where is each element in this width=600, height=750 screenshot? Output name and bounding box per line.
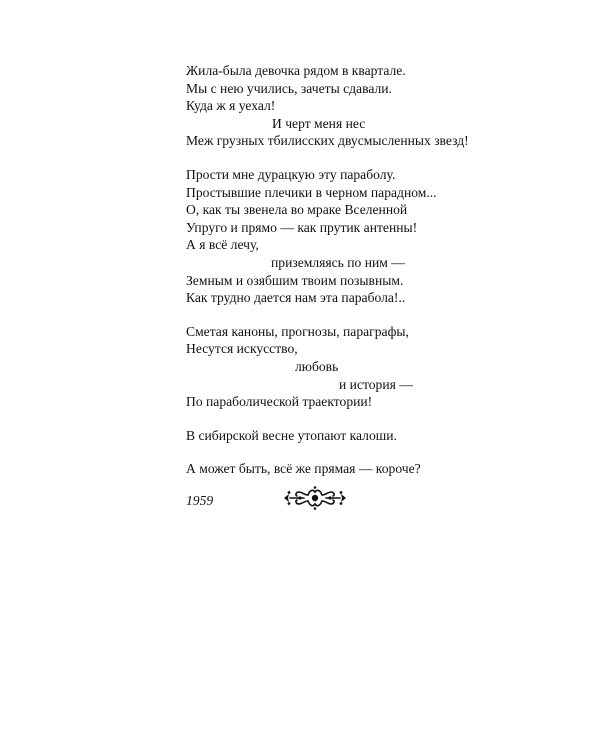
poem-line: Мы с нею учились, зачеты сдавали.	[186, 80, 392, 96]
poem-line: Сметая каноны, прогнозы, параграфы,	[186, 323, 409, 339]
poem-line: Прости мне дурацкую эту параболу.	[186, 166, 396, 182]
poem-line: А я всё лечу,	[186, 237, 259, 253]
poem-line: любовь	[295, 358, 339, 374]
poem-line: Упруго и прямо — как прутик антенны!	[186, 219, 418, 235]
poem-line: Земным и озябшим твоим позывным.	[186, 272, 404, 288]
poem	[186, 62, 506, 509]
poem-line: Несутся искусство,	[186, 341, 298, 357]
poem-date: 1959	[186, 492, 214, 508]
poem-line: Жила-была девочка рядом в квартале.	[186, 63, 406, 78]
poem-line: В сибирской весне утопают калоши.	[186, 427, 397, 443]
poem-line: и история —	[339, 376, 413, 392]
stanza-1	[186, 62, 506, 150]
poem-line: А может быть, всё же прямая — короче?	[186, 461, 421, 477]
poem-line: Как трудно дается нам эта парабола!..	[186, 290, 406, 306]
stanza-2	[186, 166, 506, 307]
poem-line: приземляясь по ним —	[271, 254, 405, 270]
poem-line: Меж грузных тбилисских двусмысленных звезд!	[186, 133, 469, 149]
poem-line: О, как ты звенела во мраке Вселенной	[186, 202, 408, 218]
stanza-3	[186, 323, 506, 411]
poem-line: И черт меня нес	[272, 115, 366, 131]
stanza-4	[186, 427, 506, 445]
poem-line: По параболической траектории!	[186, 394, 373, 410]
poem-line: Простывшие плечики в черном парадном...	[186, 184, 437, 200]
stanza-5	[186, 460, 506, 478]
fleuron-ornament-icon	[282, 484, 348, 512]
poem-line: Куда ж я уехал!	[186, 98, 276, 114]
